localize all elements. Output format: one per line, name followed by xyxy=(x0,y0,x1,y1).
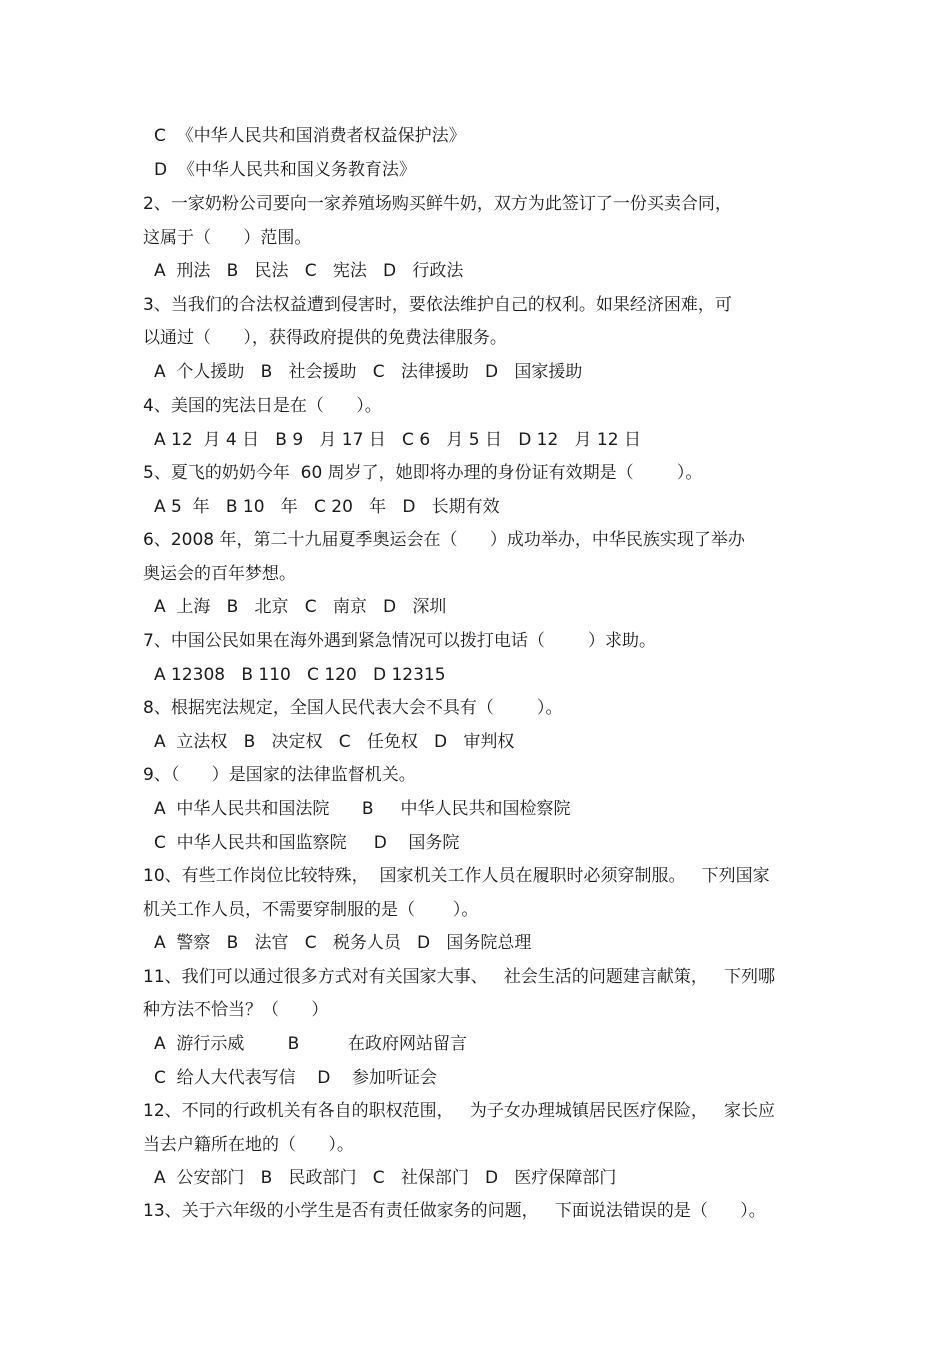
question-3-options: A 个人援助 B 社会援助 C 法律援助 D 国家援助 xyxy=(154,362,583,382)
question-8: 8、根据宪法规定，全国人民代表大会不具有（ ）。 xyxy=(143,698,563,718)
question-7-options: A 12308 B 110 C 120 D 12315 xyxy=(154,665,446,685)
question-8-options: A 立法权 B 决定权 C 任免权 D 审判权 xyxy=(154,732,515,752)
question-6: 6、2008 年，第二十九届夏季奥运会在（ ）成功举办，中华民族实现了举办 xyxy=(143,530,745,550)
question-10: 10、有些工作岗位比较特殊， 国家机关工作人员在履职时必须穿制服。 下列国家 xyxy=(143,866,770,886)
option-c-line: C 《中华人民共和国消费者权益保护法》 xyxy=(154,126,466,146)
question-9-options-ab: A 中华人民共和国法院 B 中华人民共和国检察院 xyxy=(154,799,571,819)
question-9-options-cd: C 中华人民共和国监察院 D 国务院 xyxy=(154,833,460,853)
question-4-options: A 12 月 4 日 B 9 月 17 日 C 6 月 5 日 D 12 月 12 日 xyxy=(154,430,641,450)
question-6-options: A 上海 B 北京 C 南京 D 深圳 xyxy=(154,597,447,617)
question-6-cont: 奥运会的百年梦想。 xyxy=(143,564,296,584)
question-11-options-cd: C 给人大代表写信 D 参加听证会 xyxy=(154,1068,437,1088)
question-9: 9、（ ）是国家的法律监督机关。 xyxy=(143,765,416,785)
question-11: 11、我们可以通过很多方式对有关国家大事、 社会生活的问题建言献策， 下列哪 xyxy=(143,967,776,987)
question-10-options: A 警察 B 法官 C 税务人员 D 国务院总理 xyxy=(154,933,532,953)
question-12: 12、不同的行政机关有各自的职权范围， 为子女办理城镇居民医疗保险， 家长应 xyxy=(143,1101,776,1121)
question-2-options: A 刑法 B 民法 C 宪法 D 行政法 xyxy=(154,261,464,281)
question-11-cont: 种方法不恰当？（ ） xyxy=(143,1000,329,1020)
question-12-options: A 公安部门 B 民政部门 C 社保部门 D 医疗保障部门 xyxy=(154,1168,617,1188)
question-11-options-ab: A 游行示威 B 在政府网站留言 xyxy=(154,1034,467,1054)
question-2-cont: 这属于（ ）范围。 xyxy=(143,228,312,248)
question-2: 2、一家奶粉公司要向一家养殖场购买鲜牛奶，双方为此签订了一份买卖合同， xyxy=(143,194,732,214)
question-13: 13、关于六年级的小学生是否有责任做家务的问题， 下面说法错误的是（ ）。 xyxy=(143,1201,766,1221)
question-4: 4、美国的宪法日是在（ ）。 xyxy=(143,396,382,416)
question-5: 5、夏飞的奶奶今年 60 周岁了，她即将办理的身份证有效期是（ ）。 xyxy=(143,463,703,483)
question-7: 7、中国公民如果在海外遇到紧急情况可以拨打电话（ ）求助。 xyxy=(143,631,657,651)
option-d-line: D 《中华人民共和国义务教育法》 xyxy=(154,160,416,180)
question-3: 3、当我们的合法权益遭到侵害时，要依法维护自己的权利。如果经济困难，可 xyxy=(143,295,732,315)
question-12-cont: 当去户籍所在地的（ ）。 xyxy=(143,1135,354,1155)
question-5-options: A 5 年 B 10 年 C 20 年 D 长期有效 xyxy=(154,497,500,517)
question-10-cont: 机关工作人员，不需要穿制服的是（ ）。 xyxy=(143,900,479,920)
question-3-cont: 以通过（ ），获得政府提供的免费法律服务。 xyxy=(143,328,507,348)
